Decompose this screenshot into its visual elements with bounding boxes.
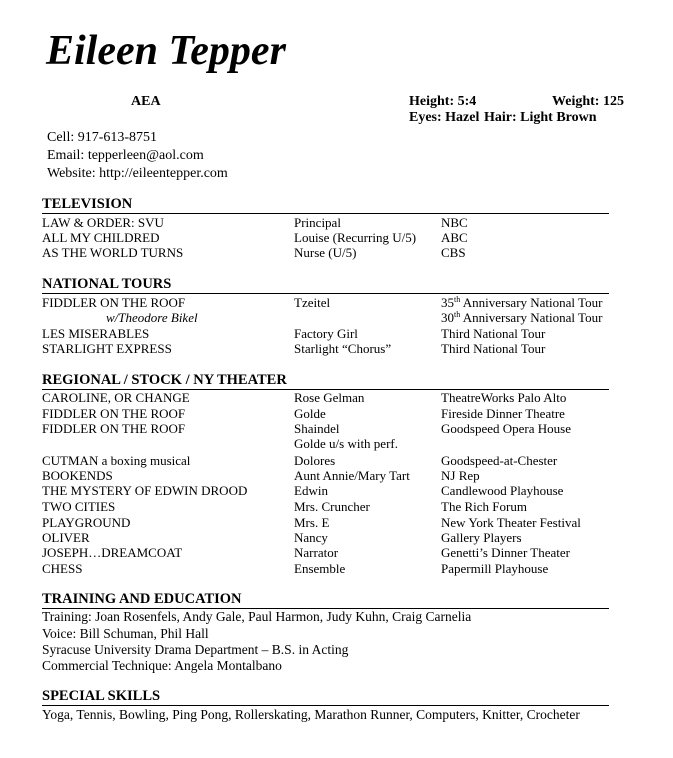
credit-role: Nancy xyxy=(294,530,328,545)
credit-show: TWO CITIES xyxy=(42,499,116,514)
height-stat: Height: 5:4 xyxy=(409,94,477,109)
union-affiliation: AEA xyxy=(131,94,161,109)
skills-list: Yoga, Tennis, Bowling, Ping Pong, Rollerskating, Marathon Runner, Computers, Knitter, Crocheter xyxy=(42,707,580,722)
credit-venue: ABC xyxy=(441,230,468,245)
credit-role: Rose Gelman xyxy=(294,390,365,405)
credit-row xyxy=(0,215,673,230)
credit-venue: Fireside Dinner Theatre xyxy=(441,406,565,421)
credit-role: Tzeitel xyxy=(294,295,331,310)
credit-row xyxy=(0,515,673,530)
venue-text: Anniversary National Tour xyxy=(460,310,603,325)
credit-show: FIDDLER ON THE ROOF xyxy=(42,406,186,421)
credit-venue: Gallery Players xyxy=(441,530,522,545)
credit-venue: Third National Tour xyxy=(441,326,546,341)
training-line: Training: Joan Rosenfels, Andy Gale, Paul Harmon, Judy Kuhn, Craig Carnelia xyxy=(42,609,472,624)
training-line: Syracuse University Drama Department – B.S. in Acting xyxy=(42,642,349,657)
credit-show: FIDDLER ON THE ROOF xyxy=(42,421,186,436)
credit-row xyxy=(0,406,673,421)
credit-show: JOSEPH…DREAMCOAT xyxy=(42,545,183,560)
credit-show: FIDDLER ON THE ROOF xyxy=(42,295,186,310)
hair-stat: Hair: Light Brown xyxy=(484,110,597,125)
credit-show: ALL MY CHILDRED xyxy=(42,230,160,245)
credit-role: Aunt Annie/Mary Tart xyxy=(294,468,410,483)
contact-cell: Cell: 917-613-8751 xyxy=(47,130,158,145)
eyes-stat: Eyes: Hazel xyxy=(409,110,480,125)
credit-row xyxy=(0,341,673,356)
credit-show: BOOKENDS xyxy=(42,468,113,483)
credit-show: AS THE WORLD TURNS xyxy=(42,245,184,260)
credit-show: CAROLINE, OR CHANGE xyxy=(42,390,190,405)
credit-venue: The Rich Forum xyxy=(441,499,527,514)
section-title-skills: SPECIAL SKILLS xyxy=(42,688,161,704)
actor-name: Eileen Tepper xyxy=(46,28,286,74)
credit-show: STARLIGHT EXPRESS xyxy=(42,341,172,356)
credit-show: LAW & ORDER: SVU xyxy=(42,215,164,230)
credit-venue xyxy=(441,310,602,325)
venue-text: Anniversary National Tour xyxy=(460,295,603,310)
venue-ordinal: th xyxy=(454,295,461,304)
credit-role: Golde u/s with perf. xyxy=(294,436,398,451)
credit-role: Edwin xyxy=(294,483,328,498)
credit-row xyxy=(0,245,673,260)
training-line: Voice: Bill Schuman, Phil Hall xyxy=(42,626,209,641)
credit-role: Starlight “Chorus” xyxy=(294,341,392,356)
credit-costar-note: w/Theodore Bikel xyxy=(106,310,198,325)
credit-role: Factory Girl xyxy=(294,326,358,341)
credit-venue: Candlewood Playhouse xyxy=(441,483,564,498)
contact-website: Website: http://eileentepper.com xyxy=(47,166,228,181)
section-title-national-tours: NATIONAL TOURS xyxy=(42,276,172,292)
credit-row xyxy=(0,310,673,325)
credit-role: Mrs. E xyxy=(294,515,330,530)
credit-venue: Goodspeed-at-Chester xyxy=(441,453,558,468)
credit-row xyxy=(0,499,673,514)
credit-role: Shaindel xyxy=(294,421,340,436)
contact-email: Email: tepperleen@aol.com xyxy=(47,148,204,163)
credit-role: Ensemble xyxy=(294,561,346,576)
credit-row xyxy=(0,295,673,310)
section-title-television: TELEVISION xyxy=(42,196,133,212)
credit-role: Nurse (U/5) xyxy=(294,245,357,260)
credit-venue: Goodspeed Opera House xyxy=(441,421,571,436)
credit-show: LES MISERABLES xyxy=(42,326,150,341)
credit-venue: Papermill Playhouse xyxy=(441,561,549,576)
section-divider xyxy=(42,213,609,214)
section-title-regional: REGIONAL / STOCK / NY THEATER xyxy=(42,372,287,388)
venue-number: 30 xyxy=(441,310,454,325)
credit-venue xyxy=(441,295,602,310)
credit-row xyxy=(0,436,673,451)
credit-role: Louise (Recurring U/5) xyxy=(294,230,417,245)
venue-ordinal: th xyxy=(454,310,461,319)
credit-venue: Genetti’s Dinner Theater xyxy=(441,545,570,560)
credit-show: OLIVER xyxy=(42,530,90,545)
credit-venue: Third National Tour xyxy=(441,341,546,356)
credit-show: CUTMAN a boxing musical xyxy=(42,453,191,468)
credit-row xyxy=(0,230,673,245)
credit-role: Golde xyxy=(294,406,326,421)
credit-row xyxy=(0,468,673,483)
credit-venue: CBS xyxy=(441,245,466,260)
credit-venue: NBC xyxy=(441,215,468,230)
credit-row xyxy=(0,561,673,576)
credit-role: Mrs. Cruncher xyxy=(294,499,370,514)
credit-show: CHESS xyxy=(42,561,83,576)
credit-row xyxy=(0,530,673,545)
credit-show: THE MYSTERY OF EDWIN DROOD xyxy=(42,483,248,498)
credit-role: Principal xyxy=(294,215,341,230)
section-divider xyxy=(42,293,609,294)
credit-row xyxy=(0,390,673,405)
credit-row xyxy=(0,545,673,560)
credit-role: Narrator xyxy=(294,545,339,560)
venue-number: 35 xyxy=(441,295,454,310)
credit-show: PLAYGROUND xyxy=(42,515,131,530)
credit-row xyxy=(0,421,673,436)
credit-venue: TheatreWorks Palo Alto xyxy=(441,390,567,405)
section-title-training: TRAINING AND EDUCATION xyxy=(42,591,242,607)
credit-row xyxy=(0,453,673,468)
credit-row xyxy=(0,483,673,498)
section-divider xyxy=(42,705,609,706)
credit-venue: New York Theater Festival xyxy=(441,515,581,530)
credit-role: Dolores xyxy=(294,453,336,468)
credit-row xyxy=(0,326,673,341)
training-line: Commercial Technique: Angela Montalbano xyxy=(42,658,282,673)
credit-venue: NJ Rep xyxy=(441,468,480,483)
weight-stat: Weight: 125 xyxy=(552,94,624,109)
